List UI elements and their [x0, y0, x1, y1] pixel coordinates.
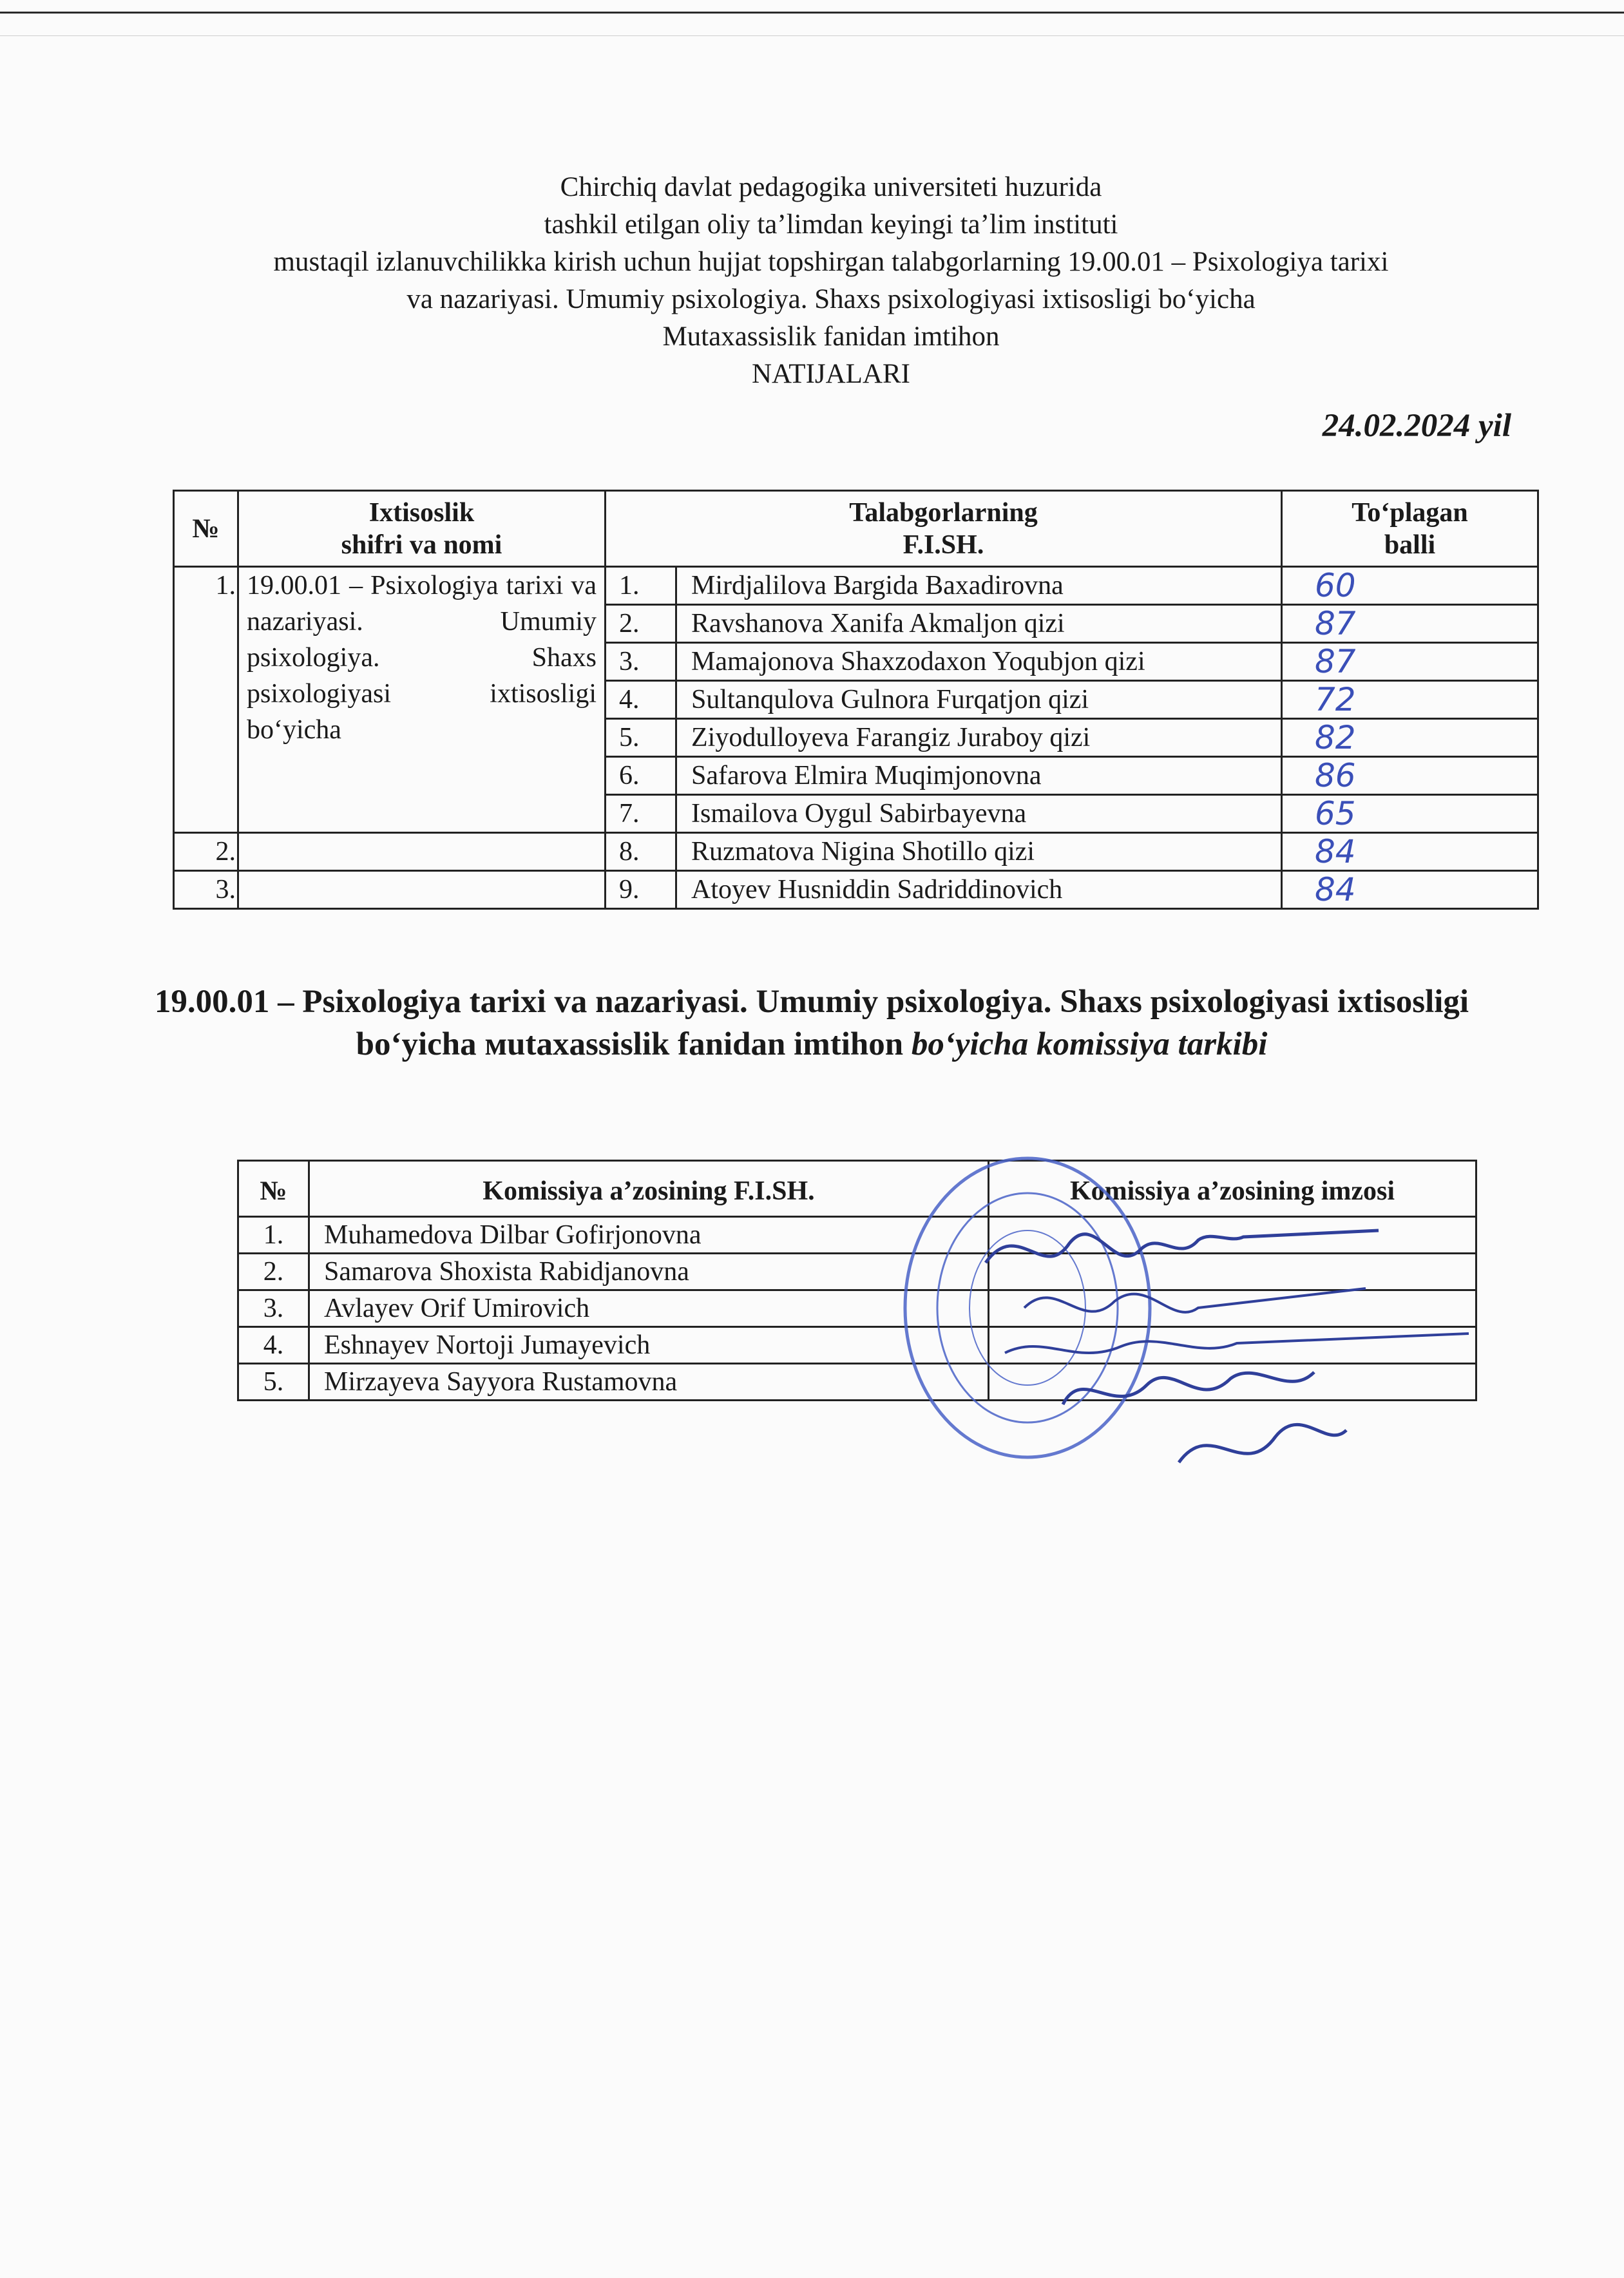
row-index: 1.: [606, 567, 676, 605]
group-num: 2.: [174, 833, 238, 871]
applicant-name: Ruzmatova Nigina Shotillo qizi: [676, 833, 1282, 871]
commission-title-italic: bo‘yicha komissiya tarkibi: [911, 1026, 1268, 1062]
top-faint-line: [0, 35, 1624, 36]
results-header-score-line2: balli: [1384, 530, 1436, 560]
applicant-score: 84: [1282, 871, 1538, 909]
applicant-name: Sultanqulova Gulnora Furqatjon qizi: [676, 681, 1282, 719]
results-header-applicants-line1: Talabgorlarning: [849, 497, 1038, 528]
member-name: Mirzayeva Sayyora Rustamovna: [309, 1364, 989, 1401]
table-row: [174, 871, 1538, 909]
applicant-score: 87: [1282, 605, 1538, 643]
results-header-score-line1: To‘plagan: [1352, 497, 1468, 528]
results-header-applicants-line2: F.I.SH.: [903, 530, 984, 560]
commission-header-name: Komissiya a’zosining F.I.SH.: [309, 1161, 989, 1217]
applicant-score: 65: [1282, 795, 1538, 833]
document-header: [167, 169, 1495, 393]
group-num: 1.: [174, 567, 238, 833]
row-index: 8.: [606, 833, 676, 871]
table-row: [174, 833, 1538, 871]
group-specialty: [238, 871, 606, 909]
member-index: 4.: [238, 1327, 309, 1364]
applicant-score: 87: [1282, 643, 1538, 681]
commission-title-main: 19.00.01 – Psixologiya tarixi va nazariyasi. Umumiy psixologiya. Shaxs psixologiyasi ixtisosligi bo‘yicha мutaxassislik fanidan imtihon: [154, 984, 1469, 1062]
document-date: 24.02.2024 yil: [1322, 408, 1511, 444]
applicant-score: 60: [1282, 567, 1538, 605]
header-line-4: va nazariyasi. Umumiy psixologiya. Shaxs psixologiyasi ixtisosligi bo‘yicha: [406, 284, 1256, 314]
header-line-3: mustaqil izlanuvchilikka kirish uchun hujjat topshirgan talabgorlarning 19.00.01 – Psixologiya tarixi: [273, 247, 1389, 277]
row-index: 2.: [606, 605, 676, 643]
results-table: [173, 490, 1539, 910]
applicant-name: Mirdjalilova Bargida Baxadirovna: [676, 567, 1282, 605]
member-index: 1.: [238, 1217, 309, 1254]
row-index: 7.: [606, 795, 676, 833]
member-index: 3.: [238, 1290, 309, 1327]
applicant-name: Ismailova Oygul Sabirbayevna: [676, 795, 1282, 833]
group-num: 3.: [174, 871, 238, 909]
header-line-1: Chirchiq davlat pedagogika universiteti huzurida: [560, 172, 1102, 202]
applicant-score: 72: [1282, 681, 1538, 719]
commission-title: [129, 981, 1495, 1066]
results-header-num: №: [174, 491, 238, 567]
member-name: Eshnayev Nortoji Jumayevich: [309, 1327, 989, 1364]
header-line-5: Mutaxassislik fanidan imtihon: [662, 321, 1000, 352]
row-index: 5.: [606, 719, 676, 757]
member-index: 2.: [238, 1254, 309, 1290]
group-specialty: 19.00.01 – Psixologiya tarixi va nazariyasi. Umumiy psixologiya. Shaxs psixologiyasi ixtisosligi bo‘yicha: [238, 567, 606, 833]
results-header-score: [1282, 491, 1538, 567]
commission-header-sign: Komissiya a’zosining imzosi: [989, 1161, 1476, 1217]
table-row: [174, 567, 1538, 605]
member-name: Avlayev Orif Umirovich: [309, 1290, 989, 1327]
member-index: 5.: [238, 1364, 309, 1401]
row-index: 9.: [606, 871, 676, 909]
results-header-applicants: [606, 491, 1282, 567]
results-header-specialty: [238, 491, 606, 567]
applicant-score: 86: [1282, 757, 1538, 795]
results-header-specialty-line2: shifri va nomi: [341, 530, 502, 560]
applicant-name: Mamajonova Shaxzodaxon Yoqubjon qizi: [676, 643, 1282, 681]
applicant-name: Ravshanova Xanifa Akmaljon qizi: [676, 605, 1282, 643]
applicant-name: Atoyev Husniddin Sadriddinovich: [676, 871, 1282, 909]
results-header-specialty-line1: Ixtisoslik: [368, 497, 475, 528]
header-line-2: tashkil etilgan oliy ta’limdan keyingi ta’lim instituti: [544, 209, 1118, 240]
header-line-6: NATIJALARI: [751, 359, 911, 389]
top-border-line: [0, 12, 1624, 14]
commission-header-num: №: [238, 1161, 309, 1217]
applicant-name: Ziyodulloyeva Farangiz Juraboy qizi: [676, 719, 1282, 757]
row-index: 4.: [606, 681, 676, 719]
applicant-name: Safarova Elmira Muqimjonovna: [676, 757, 1282, 795]
member-name: Muhamedova Dilbar Gofirjonovna: [309, 1217, 989, 1254]
applicant-score: 84: [1282, 833, 1538, 871]
row-index: 6.: [606, 757, 676, 795]
member-name: Samarova Shoxista Rabidjanovna: [309, 1254, 989, 1290]
handwritten-signatures: [966, 1205, 1495, 1508]
group-specialty: [238, 833, 606, 871]
row-index: 3.: [606, 643, 676, 681]
applicant-score: 82: [1282, 719, 1538, 757]
